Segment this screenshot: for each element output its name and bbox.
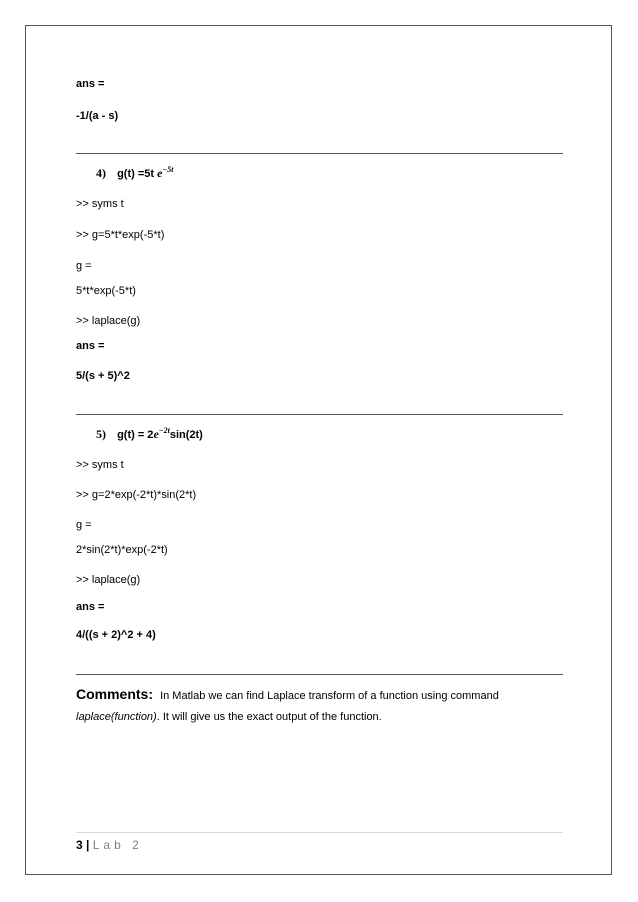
g-label: g = — [76, 260, 92, 272]
command-line: >> g=2*exp(-2*t)*sin(2*t) — [76, 489, 197, 501]
ans-value: 4/((s + 2)^2 + 4) — [76, 629, 156, 641]
heading-text: g(t) =5t — [117, 168, 158, 180]
divider — [76, 674, 563, 675]
exp-base: e — [157, 166, 163, 180]
exp-base: e — [153, 427, 159, 441]
g-label: g = — [76, 519, 92, 531]
ans-value: -1/(a - s) — [76, 110, 119, 122]
ans-label: ans = — [76, 340, 105, 352]
command-line: >> laplace(g) — [76, 315, 141, 327]
divider — [76, 153, 563, 154]
ans-label: ans = — [76, 78, 105, 90]
heading-text: g(t) = 2 — [117, 429, 154, 441]
g-value: 5*t*exp(-5*t) — [76, 285, 136, 297]
comments-line-1 — [76, 686, 499, 702]
comments-line-2 — [76, 711, 382, 723]
footer-divider — [76, 832, 563, 833]
command-line: >> laplace(g) — [76, 574, 141, 586]
exp-power: −5t — [162, 165, 174, 174]
ans-label: ans = — [76, 601, 105, 613]
exp-power: −2t — [158, 426, 170, 435]
problem-5-heading — [96, 426, 203, 442]
ans-value: 5/(s + 5)^2 — [76, 370, 130, 382]
comments-text: In Matlab we can find Laplace transform of a function using command — [160, 690, 499, 702]
command-line: >> syms t — [76, 459, 124, 471]
comments-text-rest: . It will give us the exact output of the function. — [156, 711, 382, 723]
heading-suffix: sin(2t) — [169, 429, 203, 441]
lab-label: Lab 2 — [92, 838, 143, 852]
problem-number: 5) — [96, 427, 106, 441]
divider — [76, 414, 563, 415]
command-line: >> syms t — [76, 198, 124, 210]
laplace-function-text: laplace(function) — [76, 711, 157, 723]
problem-4-heading — [96, 165, 174, 181]
command-line: >> g=5*t*exp(-5*t) — [76, 229, 165, 241]
comments-title: Comments: — [76, 686, 154, 702]
footer-separator: | — [86, 838, 90, 852]
page-number: 3 — [76, 838, 83, 852]
problem-number: 4) — [96, 166, 106, 180]
g-value: 2*sin(2*t)*exp(-2*t) — [76, 544, 168, 556]
footer — [76, 838, 143, 852]
